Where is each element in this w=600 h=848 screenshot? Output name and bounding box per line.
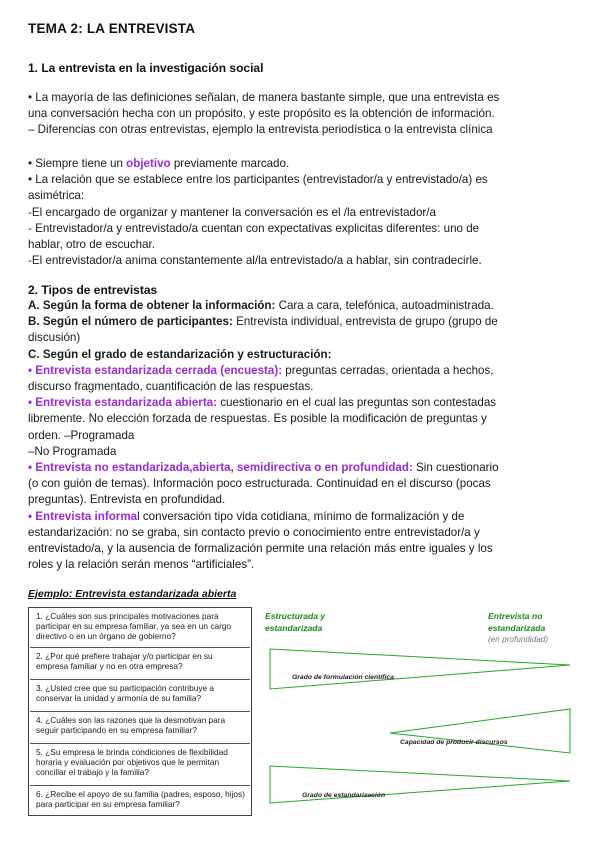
text-line: – Diferencias con otras entrevistas, ejemplo la entrevista periodística o la entrevista clínica	[28, 123, 493, 137]
text-line: (o con guión de temas). Información poco estructurada. Continuidad en el discurso (pocas	[28, 477, 491, 491]
example-title: Ejemplo: Entrevista estandarizada abierta	[28, 588, 237, 600]
question-item: 1. ¿Cuáles son sus principales motivaciones para participar en su empresa familiar, ya sea en un cargo directivo o en un órgano de gobierno?	[30, 608, 250, 648]
type-c1: • Entrevista estandarizada cerrada (encuesta): preguntas cerradas, orientada a hechos,	[28, 363, 494, 377]
text-line: una conversación hecha con un propósito, y este propósito es la obtención de información.	[28, 107, 495, 121]
text-line: • La mayoría de las definiciones señalan, de manera bastante simple, que una entrevista es	[28, 91, 500, 104]
text-line: preguntas). Entrevista en profundidad.	[28, 493, 226, 507]
section2-body	[28, 298, 576, 573]
text-line: entrevistado/a, y la ausencia de formalización permite una relación más entre iguales y los	[28, 542, 493, 556]
wedge-2	[390, 709, 570, 753]
wedge-shapes	[262, 603, 582, 818]
text-line: discurso fragmentado, cuantificación de las respuestas.	[28, 380, 314, 394]
question-item: 5. ¿Su empresa le brinda condiciones de flexibilidad horaria y evaluación por objetivos que le permitan conciliar el trabajo y la familia?	[30, 744, 250, 786]
question-item: 3. ¿Usted cree que su participación contribuye a conservar la unidad y armonía de su familia?	[30, 680, 250, 712]
type-c4: • Entrevista informal conversación tipo vida cotidiana, mínimo de formalización y de	[28, 509, 465, 523]
questions-box	[28, 607, 252, 816]
wedge-1-label: Grado de formulación científica	[292, 674, 394, 681]
text-line: discusión)	[28, 331, 81, 345]
text-line: orden. –Programada	[28, 428, 135, 442]
right-label-line2: estandarizada	[488, 623, 546, 633]
text-line: asimétrica:	[28, 189, 85, 203]
type-b: B. Según el número de participantes: Entrevista individual, entrevista de grupo (grupo de	[28, 315, 498, 329]
text-line: libremente. No elección forzada de respuestas. Es posible la modificación de preguntas y	[28, 412, 487, 426]
right-label-line1: Entrevista no	[488, 611, 543, 621]
text-line: -El entrevistador/a anima constantemente al/la entrevistado/a a hablar, sin contradecirle.	[28, 254, 482, 268]
page-title: TEMA 2: LA ENTREVISTA	[28, 21, 196, 36]
text-line: • Siempre tiene un objetivo previamente marcado.	[28, 157, 290, 170]
text-line: -El encargado de organizar y mantener la conversación es el /la entrevistador/a	[28, 205, 436, 219]
left-label-line1: Estructurada y	[265, 611, 326, 621]
structuring-diagram	[262, 603, 582, 818]
text-line: hablar, otro de escuchar.	[28, 238, 155, 252]
question-item: 2. ¿Por qué prefiere trabajar y/o participar en su empresa familiar y no en otra empresa?	[30, 648, 250, 680]
question-item: 4. ¿Cuáles son las razones que la desmotivan para seguir participando en su empresa familiar?	[30, 712, 250, 744]
text-line: roles y la relación serán menos “artificiales”.	[28, 558, 255, 572]
type-c: C. Según el grado de estandarización y estructuración:	[28, 347, 332, 361]
highlight-objetivo: objetivo	[126, 157, 171, 170]
text-line: estandarización: no se graba, sin contacto previo o conocimiento entre entrevistador/a y	[28, 525, 480, 539]
left-label-line2: estandarizada	[265, 623, 323, 633]
wedge-3-label: Grado de estandarización	[302, 792, 386, 799]
type-c2: • Entrevista estandarizada abierta: cuestionario en el cual las preguntas son contestadas	[28, 396, 497, 410]
section1-heading: 1. La entrevista en la investigación social	[28, 61, 264, 75]
right-label-sub: (en profundidad)	[488, 635, 549, 644]
section1-paragraph-2	[28, 156, 576, 269]
type-a: A. Según la forma de obtener la información: Cara a cara, telefónica, autoadministrada.	[28, 299, 494, 312]
type-c3: • Entrevista no estandarizada,abierta, semidirectiva o en profundidad: Sin cuestionario	[28, 461, 499, 475]
section2-heading: 2. Tipos de entrevistas	[28, 283, 158, 297]
wedge-2-label: Capacidad de producir discursos	[400, 739, 508, 746]
section1-paragraph-1	[28, 90, 576, 139]
wedge-1	[270, 649, 570, 689]
text-line: –No Programada	[28, 444, 117, 458]
text-line: - Entrevistador/a y entrevistado/a cuentan con expectativas explicitas diferentes: uno de	[28, 221, 480, 235]
text-line: • La relación que se establece entre los participantes (entrevistador/a y entrevistado/a) es	[28, 173, 488, 187]
question-item: 6. ¿Recibe el apoyo de su familia (padres, esposo, hijos) para participar en su empresa familiar?	[36, 789, 245, 810]
